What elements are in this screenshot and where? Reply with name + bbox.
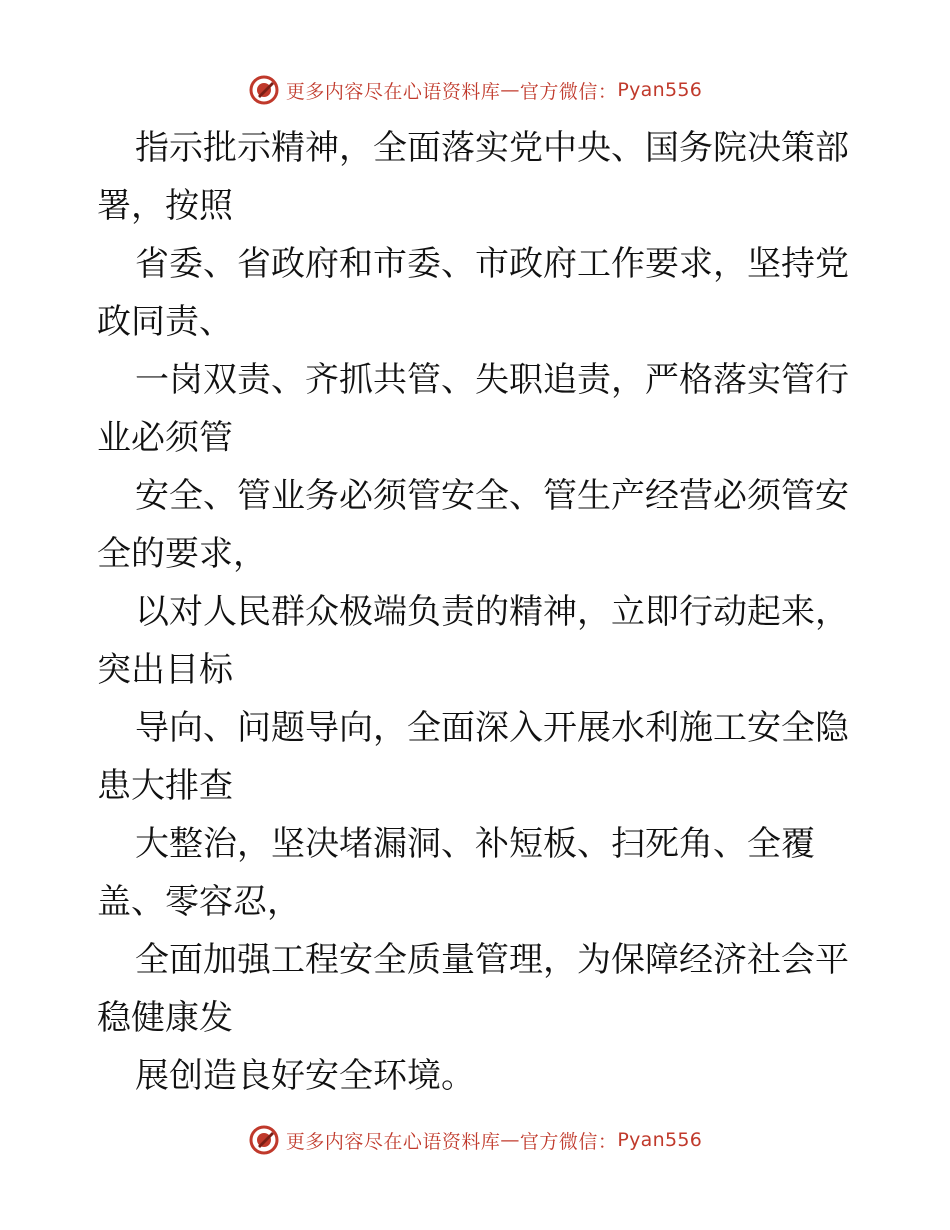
document-body: [97, 119, 857, 1105]
paragraph-line: 政同责、: [97, 302, 233, 342]
footer-banner: [0, 1120, 950, 1160]
paragraph-4: [97, 467, 857, 583]
paragraph-6: [97, 699, 857, 815]
paragraph-2: [97, 235, 857, 351]
banner-label: 官方微信：: [519, 1130, 618, 1153]
paragraph-line: 导向、问题导向，全面深入开展水利施工安全隐: [135, 708, 849, 748]
paragraph-5: [97, 583, 857, 699]
banner-separator: —: [500, 79, 520, 101]
paragraph-line: 署，按照: [97, 186, 233, 226]
banner-wechat-id: Pyan556: [617, 1129, 703, 1151]
paragraph-line: 稳健康发: [97, 998, 233, 1038]
paragraph-line: 展创造良好安全环境。: [135, 1056, 475, 1096]
paragraph-line: 以对人民群众极端负责的精神，立即行动起来，: [135, 592, 849, 632]
paragraph-line: 全面加强工程安全质量管理，为保障经济社会平: [135, 940, 849, 980]
paragraph-line: 突出目标: [97, 650, 233, 690]
paragraph-7: [97, 815, 857, 931]
paragraph-line: 一岗双责、齐抓共管、失职追责，严格落实管行: [135, 360, 849, 400]
paragraph-1: [97, 119, 857, 235]
banner-text: 更多内容尽在心语资料库: [285, 1130, 501, 1153]
paragraph-line: 安全、管业务必须管安全、管生产经营必须管安: [135, 476, 849, 516]
paragraph-line: 盖、零容忍，: [97, 882, 301, 922]
paragraph-9: [97, 1047, 857, 1105]
banner-text: 更多内容尽在心语资料库: [285, 80, 501, 103]
banner-label: 官方微信：: [519, 80, 618, 103]
logo-icon: [248, 74, 280, 106]
paragraph-line: 患大排查: [97, 766, 233, 806]
paragraph-line: 省委、省政府和市委、市政府工作要求，坚持党: [135, 244, 849, 284]
banner-wechat-id: Pyan556: [617, 79, 703, 101]
paragraph-8: [97, 931, 857, 1047]
logo-icon: [248, 1124, 280, 1156]
paragraph-3: [97, 351, 857, 467]
header-banner: [0, 70, 950, 110]
paragraph-line: 业必须管: [97, 418, 233, 458]
paragraph-line: 指示批示精神，全面落实党中央、国务院决策部: [135, 128, 849, 168]
paragraph-line: 全的要求，: [97, 534, 267, 574]
paragraph-line: 大整治，坚决堵漏洞、补短板、扫死角、全覆: [135, 824, 815, 864]
banner-separator: —: [500, 1129, 520, 1151]
